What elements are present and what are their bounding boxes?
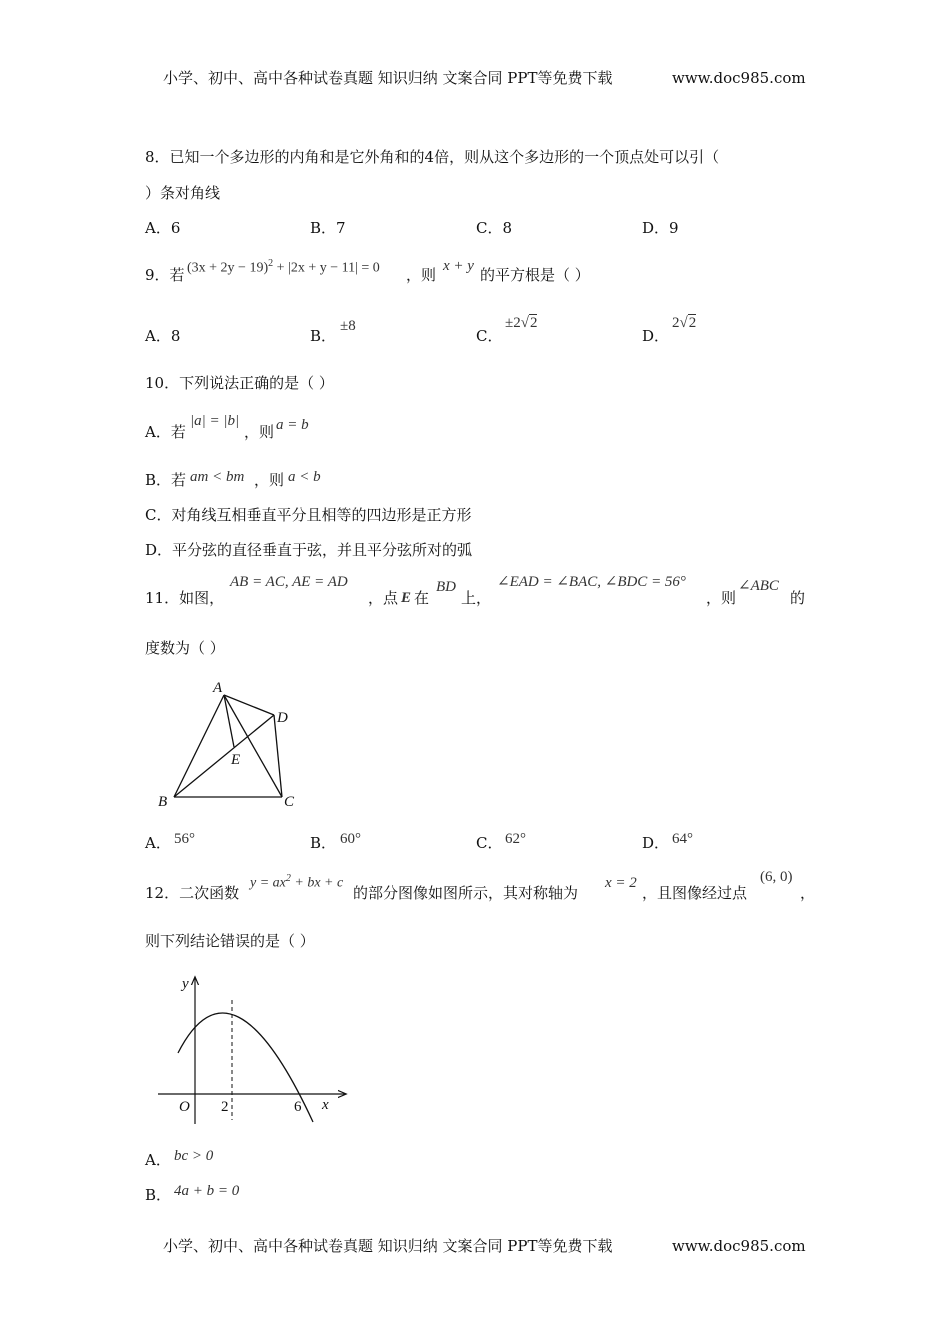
parabola-curve	[178, 1013, 313, 1122]
q11-target: ∠ABC	[738, 578, 779, 594]
origin-label: O	[179, 1099, 190, 1115]
q9-label-c: C．	[476, 327, 503, 345]
q8-option-c[interactable]: C．8	[476, 219, 513, 237]
label-d: D	[277, 710, 288, 726]
q10-option-b[interactable]	[145, 473, 186, 488]
q9-prefix: 9．若	[145, 266, 185, 284]
q10-a-cond: |a| = |b|	[190, 413, 240, 429]
q10-b-mid: ，则	[254, 471, 285, 489]
q12-label-a: A．	[145, 1151, 171, 1169]
q9-value-a: 8	[170, 327, 181, 345]
q9-eq-b: + |2x + y − 11| = 0	[273, 260, 380, 276]
label-b: B	[158, 794, 168, 810]
q11-value-d: 64°	[672, 831, 693, 847]
q11-seg: BD	[436, 579, 456, 595]
q10-option-c[interactable]: C．对角线互相垂直平分且相等的四边形是正方形	[145, 506, 472, 524]
q9-stem	[145, 268, 185, 283]
q8-option-a[interactable]: A．6	[145, 219, 181, 237]
q12-point: (6, 0)	[760, 869, 793, 885]
q12-option-b[interactable]	[145, 1188, 171, 1203]
q9-d-rad: 2	[688, 315, 697, 331]
segment-ad	[224, 695, 274, 715]
q12-a-expr: bc > 0	[174, 1148, 214, 1164]
q8-option-b[interactable]: B．7	[310, 219, 346, 237]
q11-option-d[interactable]	[642, 836, 669, 851]
q9-equation	[187, 259, 380, 276]
segment-ac	[224, 695, 282, 797]
axis-label-y: y	[182, 976, 189, 992]
q11-option-a[interactable]	[145, 836, 171, 851]
label-c: C	[284, 794, 295, 810]
q11-mid3: 上，	[461, 589, 492, 607]
q11-stem-line2: 度数为（ ）	[145, 639, 225, 657]
q11-value-b: 60°	[340, 831, 361, 847]
tick-label-6: 6	[294, 1099, 302, 1115]
tick-label-2: 2	[221, 1099, 229, 1115]
footer-site-link[interactable]: www.doc985.com	[672, 1237, 806, 1255]
q9-c-rad: 2	[529, 315, 538, 331]
q9-label-a: A．	[145, 327, 171, 345]
q9-eq-exp: 2	[268, 258, 274, 269]
q11-point-e: E	[401, 590, 412, 606]
q8-option-d[interactable]: D．9	[642, 219, 679, 237]
q12-parabola-graph	[155, 972, 355, 1127]
q9-var: x + y	[443, 258, 474, 274]
q12-mid1: 的部分图像如图所示，其对称轴为	[353, 884, 579, 902]
q9-value-d: 2√2	[672, 315, 697, 331]
q11-label-d: D．	[642, 834, 670, 852]
q11-mid2: 在	[414, 589, 430, 607]
q12-mid2: ，且图像经过点	[642, 884, 748, 902]
q11-mid4: ，则	[706, 589, 737, 607]
q11-option-c[interactable]	[476, 836, 502, 851]
q9-d-pre: 2	[672, 315, 680, 331]
footer-text: 小学、初中、高中各种试卷真题 知识归纳 文案合同 PPT等免费下载	[163, 1237, 613, 1255]
page-footer	[163, 1239, 613, 1254]
q8-stem-line1: 8．已知一个多边形的内角和是它外角和的4倍，则从这个多边形的一个顶点处可以引（	[145, 148, 720, 166]
q9-suffix: 的平方根是（ ）	[480, 266, 590, 284]
q9-c-pre: ±2	[505, 315, 521, 331]
q11-label-c: C．	[476, 834, 503, 852]
q10-stem: 10．下列说法正确的是（ ）	[145, 374, 334, 392]
q9-option-c[interactable]	[476, 329, 502, 344]
q11-label-a: A．	[145, 834, 171, 852]
header-text: 小学、初中、高中各种试卷真题 知识归纳 文案合同 PPT等免费下载	[163, 69, 613, 87]
q11-value-a: 56°	[174, 831, 195, 847]
q8-stem-line2: ）条对角线	[145, 184, 221, 202]
q12-suffix: ，	[800, 884, 816, 902]
q10-b-pre: B．若	[145, 471, 187, 489]
q10-a-mid: ，则	[244, 423, 275, 441]
q9-value-c: ±2√2	[505, 315, 538, 331]
q11-cond2: ∠EAD = ∠BAC, ∠BDC = 56°	[497, 574, 686, 590]
q10-a-pre: A．若	[145, 423, 186, 441]
q9-label-b: B．	[310, 327, 337, 345]
q12-func-b: + bx + c	[290, 875, 344, 891]
q12-axis: x = 2	[605, 875, 637, 891]
q12-b-expr: 4a + b = 0	[174, 1183, 240, 1199]
q12-pre: 12．二次函数	[145, 884, 240, 902]
header-site-link[interactable]: www.doc985.com	[672, 69, 806, 87]
q12-stem-line2: 则下列结论错误的是（ ）	[145, 932, 315, 950]
q9-option-b[interactable]	[310, 329, 336, 344]
q12-func-exp: 2	[285, 873, 291, 884]
q12-func-a: y = ax	[250, 875, 286, 891]
q11-triangle-figure	[155, 678, 305, 813]
axis-label-x: x	[322, 1097, 329, 1113]
q11-label-b: B．	[310, 834, 337, 852]
q11-mid1: ，点	[368, 589, 399, 607]
q10-a-res: a = b	[276, 417, 309, 433]
q9-value-b: ±8	[340, 318, 356, 334]
q10-b-cond: am < bm	[190, 469, 245, 485]
q11-suffix: 的	[790, 589, 806, 607]
label-a: A	[213, 680, 223, 696]
q10-option-a[interactable]	[145, 425, 186, 440]
q12-option-a[interactable]	[145, 1153, 171, 1168]
q9-option-d[interactable]	[642, 329, 669, 344]
q12-label-b: B．	[145, 1186, 172, 1204]
q12-function	[250, 874, 343, 891]
q9-label-d: D．	[642, 327, 670, 345]
q9-mid: ，则	[406, 266, 437, 284]
q9-option-a[interactable]	[145, 329, 180, 344]
q11-cond1: AB = AC, AE = AD	[230, 574, 348, 590]
q10-b-res: a < b	[288, 469, 321, 485]
q9-eq-a: (3x + 2y − 19)	[187, 260, 269, 276]
q11-option-b[interactable]	[310, 836, 336, 851]
page-header	[163, 71, 613, 86]
segment-ab	[174, 695, 224, 797]
q10-option-d[interactable]: D．平分弦的直径垂直于弦，并且平分弦所对的弧	[145, 541, 473, 559]
label-e: E	[231, 752, 241, 768]
q11-pre: 11．如图，	[145, 589, 225, 607]
q11-value-c: 62°	[505, 831, 526, 847]
